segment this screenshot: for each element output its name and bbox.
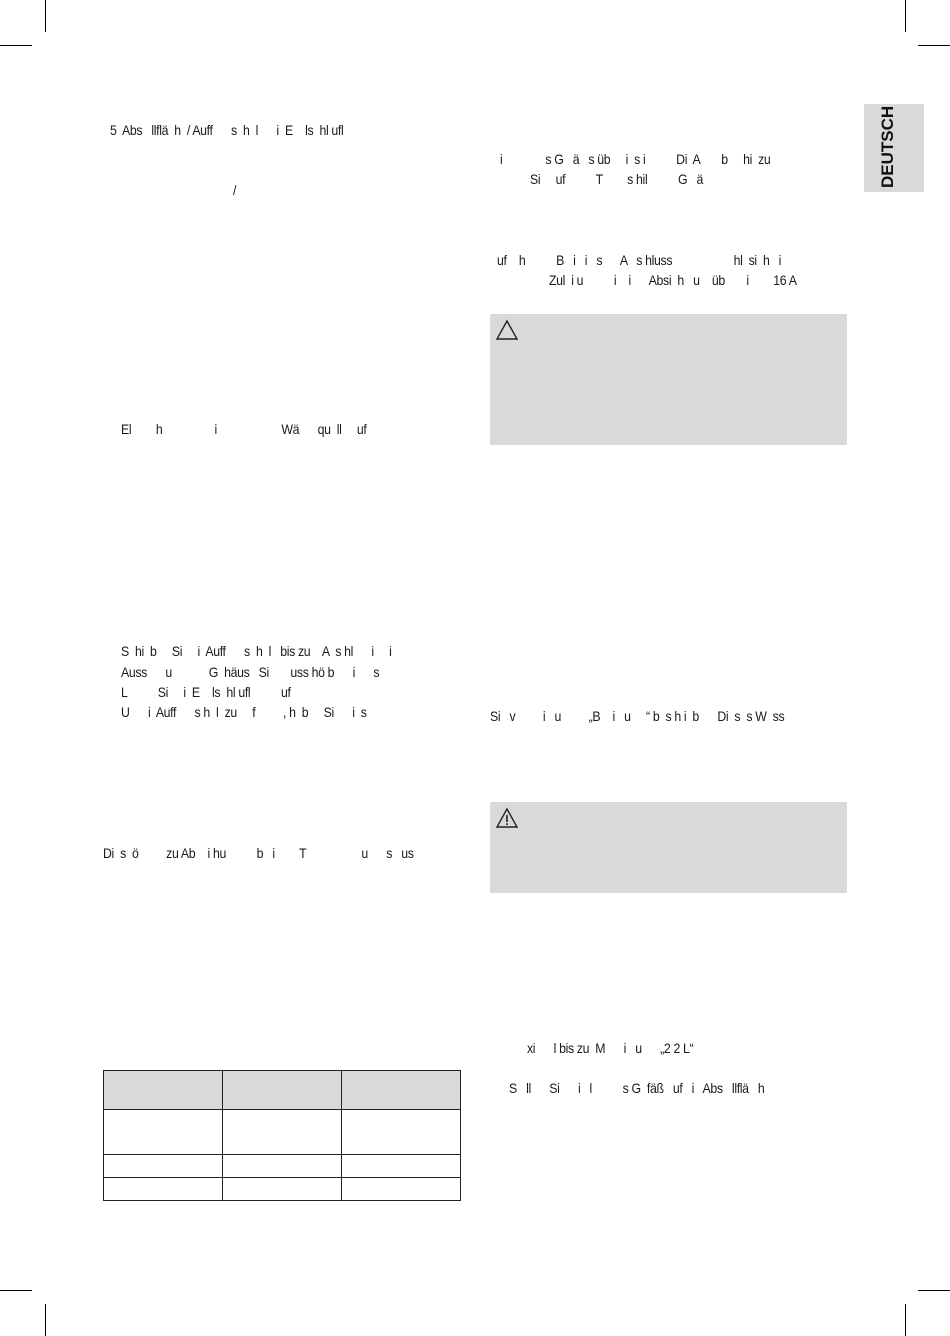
table-row	[104, 1178, 461, 1201]
table-cell	[342, 1155, 461, 1178]
crop-mark	[45, 0, 46, 32]
crop-mark	[45, 1304, 46, 1336]
crop-mark	[918, 1290, 950, 1291]
body-text: Zul i u i i Absi h u üb i 16 A	[549, 272, 797, 288]
crop-mark	[905, 0, 906, 32]
section-heading: 5 Abs llflä h / Auff s h l i E ls hl ufl	[110, 122, 344, 138]
body-text: Si v i u „B i u “ b s h i b Di s s W ss	[490, 708, 785, 724]
table-row	[104, 1155, 461, 1178]
language-tab-label: DEUTSCH	[878, 105, 897, 188]
table-cell	[223, 1178, 342, 1201]
crop-mark	[918, 45, 950, 46]
spec-table	[103, 1070, 461, 1201]
table-row	[104, 1110, 461, 1155]
table-cell	[342, 1071, 461, 1110]
caution-triangle-icon	[496, 319, 518, 341]
body-text: xi l bis zu M i u „2 2 L“	[527, 1040, 694, 1056]
body-text: El h i Wä qu ll uf	[121, 421, 367, 437]
table-cell	[104, 1178, 223, 1201]
crop-mark	[905, 1304, 906, 1336]
table-cell	[223, 1071, 342, 1110]
body-text: i s G ä s üb i s i Di A b hi zu	[500, 151, 771, 167]
language-tab	[864, 104, 924, 192]
table-cell	[342, 1110, 461, 1155]
body-text: uf h B i i s A s hluss hl si h i	[497, 252, 782, 268]
body-text: Si uf T s hil G ä	[530, 171, 703, 187]
warning-box	[490, 802, 847, 893]
table-cell	[104, 1155, 223, 1178]
body-text: S hi b Si i Auff s h l bis zu A s hl i i	[121, 643, 392, 659]
warning-exclamation-icon	[496, 807, 518, 829]
body-text: L Si i E ls hl ufl uf	[121, 684, 291, 700]
crop-mark	[0, 45, 32, 46]
body-text: Di s ö zu Ab i hu b i T u s us	[103, 845, 414, 861]
table-cell	[104, 1071, 223, 1110]
caution-box	[490, 314, 847, 445]
table-cell	[104, 1110, 223, 1155]
table-cell	[342, 1178, 461, 1201]
table-cell	[223, 1155, 342, 1178]
table-header-row	[104, 1071, 461, 1110]
body-text: U i Auff s h l zu f , h b Si i s	[121, 704, 367, 720]
crop-mark	[0, 1290, 32, 1291]
body-text: /	[233, 182, 237, 198]
body-text: Auss u G häus Si uss hö b i s	[121, 664, 380, 680]
body-text: S ll Si i l s G fäß uf i Abs llflä h	[509, 1080, 765, 1096]
table-cell	[223, 1110, 342, 1155]
